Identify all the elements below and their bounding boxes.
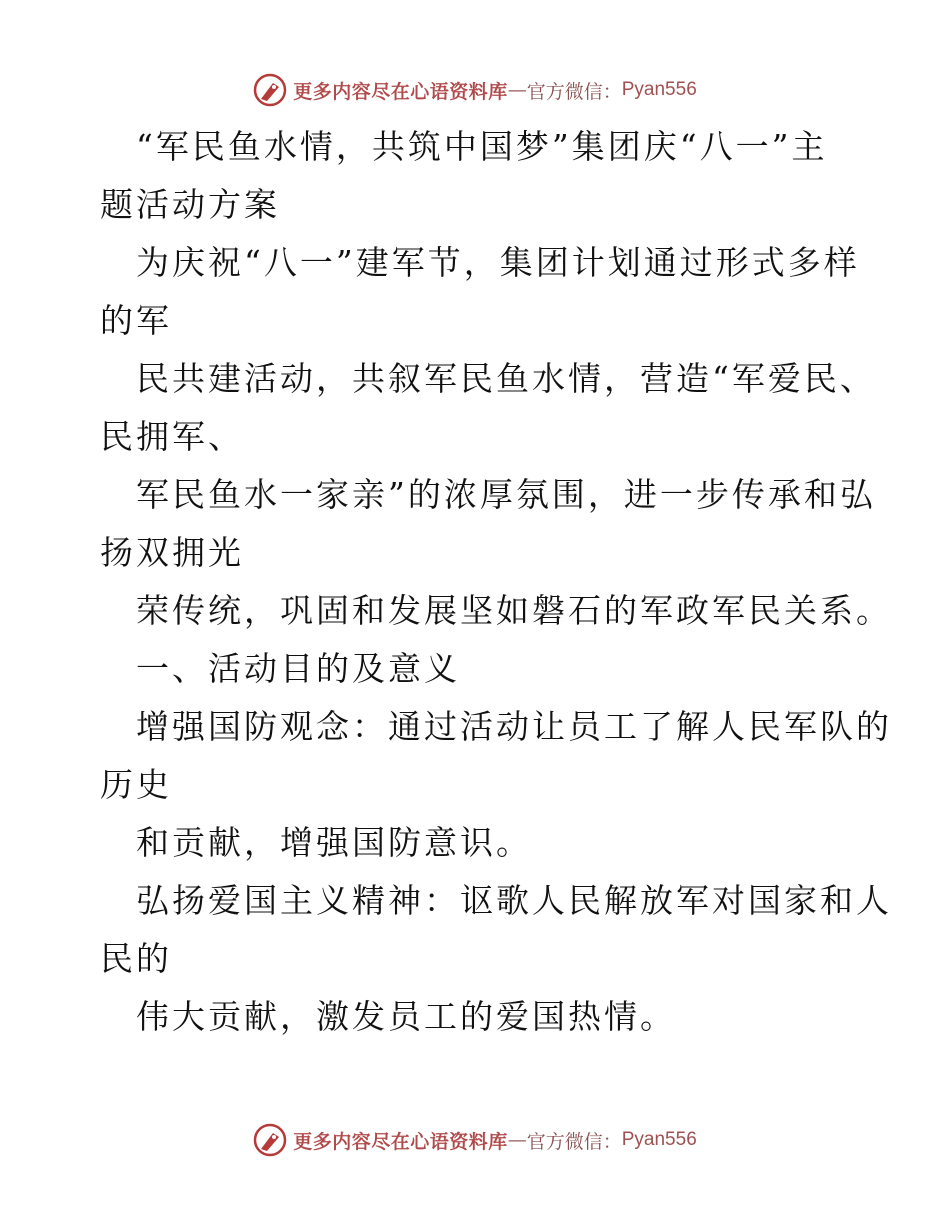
- title-line: “军民鱼水情，共筑中国梦”集团庆“八一”主: [136, 127, 828, 166]
- paragraph-line: 民共建活动，共叙军民鱼水情，营造“军爱民、: [136, 359, 876, 398]
- header-banner: [0, 70, 950, 110]
- paragraph-line: 民拥军、: [100, 417, 244, 456]
- pen-nib-logo-icon: [253, 73, 287, 107]
- banner-separator: —: [507, 79, 527, 101]
- section-heading: 一、活动目的及意义: [136, 649, 460, 688]
- document-body: [100, 118, 892, 1046]
- paragraph-line: 伟大贡献，激发员工的爱国热情。: [136, 997, 676, 1036]
- banner-wechat-id: Pyan556: [621, 1129, 697, 1150]
- paragraph-line: 历史: [100, 765, 172, 804]
- footer-banner: [0, 1120, 950, 1160]
- paragraph-line: 增强国防观念：通过活动让员工了解人民军队的: [136, 707, 892, 746]
- banner-text: 更多内容尽在心语资料库: [293, 80, 508, 103]
- pen-nib-logo-icon: [253, 1123, 287, 1157]
- banner-wechat-label: 官方微信：: [526, 80, 622, 103]
- banner-wechat-label: 官方微信：: [526, 1130, 622, 1153]
- paragraph-line: 民的: [100, 939, 172, 978]
- paragraph-line: 和贡献，增强国防意识。: [136, 823, 532, 862]
- banner-separator: —: [507, 1129, 527, 1151]
- paragraph-line: 弘扬爱国主义精神：讴歌人民解放军对国家和人: [136, 881, 892, 920]
- paragraph-line: 军民鱼水一家亲”的浓厚氛围，进一步传承和弘: [136, 475, 876, 514]
- paragraph-line: 荣传统，巩固和发展坚如磐石的军政军民关系。: [136, 591, 892, 630]
- paragraph-line: 为庆祝“八一”建军节，集团计划通过形式多样: [136, 243, 860, 282]
- paragraph-line: 扬双拥光: [100, 533, 244, 572]
- paragraph-line: 的军: [100, 301, 172, 340]
- banner-text: 更多内容尽在心语资料库: [293, 1130, 508, 1153]
- title-line: 题活动方案: [100, 185, 280, 224]
- banner-wechat-id: Pyan556: [621, 79, 697, 100]
